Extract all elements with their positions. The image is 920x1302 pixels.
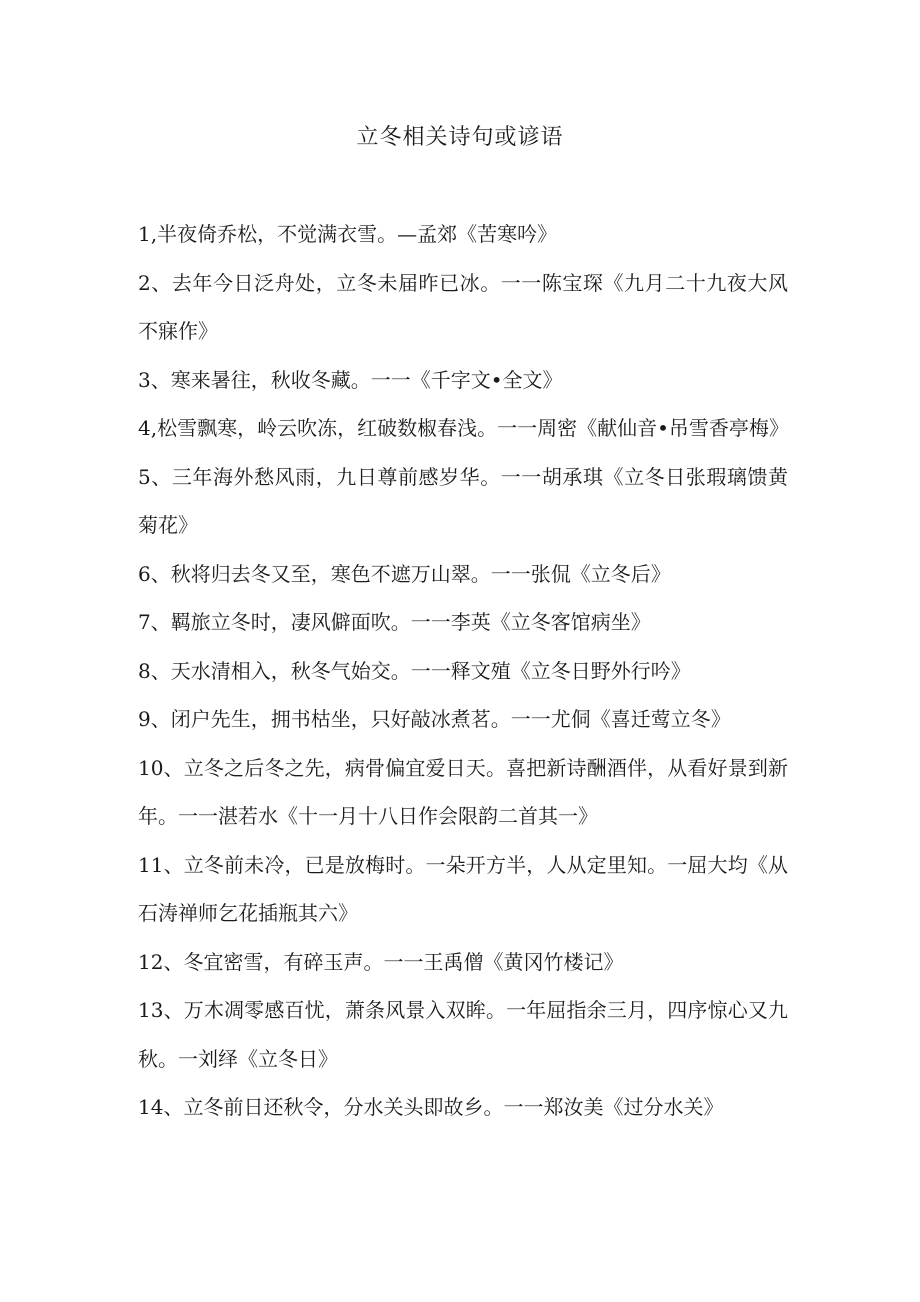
document-title: 立冬相关诗句或谚语 [356, 125, 564, 150]
poem-item: 6、秋将归去冬又至，寒色不遮万山翠。一一张侃《立冬后》 [138, 561, 671, 586]
poem-item: 4,松雪飘寒，岭云吹冻，红破数椒春浅。一一周密《献仙音•吊雪香亭梅》 [138, 416, 789, 440]
poem-item: 13、万木凋零感百忧，萧条风景入双眸。一年屈指余三月，四序惊心又九秋。一刘绎《立冬日》 [138, 998, 788, 1071]
poem-list [138, 210, 788, 1132]
poem-item: 9、闭户先生，拥书枯坐，只好敲冰煮茗。一一尤侗《喜迁莺立冬》 [138, 707, 731, 731]
poem-item: 8、天水清相入，秋冬气始交。一一释文殖《立冬日野外行吟》 [138, 658, 691, 683]
poem-item: 14、立冬前日还秋令，分水关头即故乡。一一郑汝美《过分水关》 [138, 1095, 724, 1119]
poem-item: 7、羁旅立冬时，凄风僻面吹。一一李英《立冬客馆病坐》 [138, 610, 651, 634]
poem-item: 2、去年今日泛舟处，立冬未届昨已冰。一一陈宝琛《九月二十九夜大风不寐作》 [138, 270, 788, 343]
poem-item: 3、寒来暑往，秋收冬藏。一一《千字文•全文》 [138, 367, 563, 392]
poem-item: 1,半夜倚乔松，不觉满衣雪。—孟郊《苦寒吟》 [138, 222, 558, 246]
poem-item: 5、三年海外愁风雨，九日尊前感岁华。一一胡承琪《立冬日张瑕璃馈黄菊花》 [138, 464, 788, 537]
poem-item: 12、冬宜密雪，有碎玉声。一一王禹僧《黄冈竹楼记》 [138, 949, 624, 974]
poem-item: 11、立冬前未冷，已是放梅时。一朵开方半，人从定里知。一屈大均《从石涛禅师乞花插瓶其六》 [138, 852, 788, 925]
poem-item: 10、立冬之后冬之先，病骨偏宜爱日天。喜把新诗酬酒伴，从看好景到新年。一一湛若水《十一月十八日作会限韵二首其一》 [138, 755, 788, 828]
